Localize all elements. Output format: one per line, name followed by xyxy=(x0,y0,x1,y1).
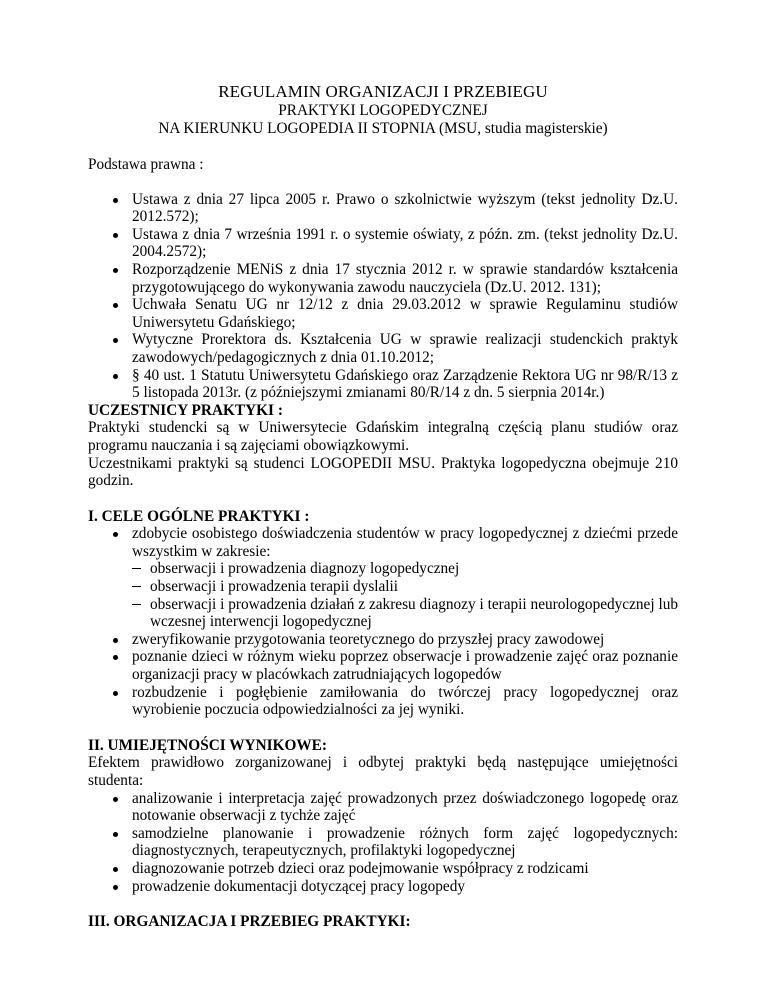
list-item: Wytyczne Prorektora ds. Kształcenia UG w sprawie realizacji studenckich praktyk zawodowych/pedagogicznych z dnia 01.10.2012; xyxy=(88,331,678,366)
list-item: analizowanie i interpretacja zajęć prowadzonych przez doświadczonego logopedę oraz notowanie obserwacji z tychże zajęć xyxy=(88,790,678,825)
list-item: zdobycie osobistego doświadczenia studentów w pracy logopedycznej z dziećmi przede wszystkim w zakresie: obserwacji i prowadzenia diagnozy logopedycznej obserwacji i prowadzenia terapii dyslalii obserwacji i prowadzenia działań z zakresu diagnozy i terapii neurologopedycznej lub wczesnej interwencji logopedycznej xyxy=(88,525,678,631)
goals-sublist xyxy=(132,560,678,630)
bullet-icon xyxy=(113,374,118,379)
skills-intro: Efektem prawidłowo zorganizowanej i odbytej praktyki będą następujące umiejętności studenta: xyxy=(88,754,678,789)
bullet-icon xyxy=(113,655,118,660)
bullet-icon xyxy=(113,885,118,890)
list-item: Rozporządzenie MENiS z dnia 17 stycznia 2012 r. w sprawie standardów kształcenia przygotowującego do wykonywania zawodu nauczyciela (Dz.U. 2012. 131); xyxy=(88,261,678,296)
sublist-item: obserwacji i prowadzenia terapii dyslalii xyxy=(132,578,678,596)
skills-heading: II. UMIEJĘTNOŚCI WYNIKOWE: xyxy=(88,736,327,754)
list-item: rozbudzenie i pogłębienie zamiłowania do twórczej pracy logopedycznej oraz wyrobienie poczucia odpowiedzialności za jej wyniki. xyxy=(88,684,678,719)
bullet-icon xyxy=(113,268,118,273)
list-item: diagnozowanie potrzeb dzieci oraz podejmowanie współpracy z rodzicami xyxy=(88,860,678,878)
dash-icon xyxy=(132,586,141,587)
participants-paragraph-2: Uczestnikami praktyki są studenci LOGOPEDII MSU. Praktyka logopedyczna obejmuje 210 godzin. xyxy=(88,454,678,490)
document-subtitle-2: NA KIERUNKU LOGOPEDIA II STOPNIA (MSU, studia magisterskie) xyxy=(158,120,608,137)
list-item: prowadzenie dokumentacji dotyczącej pracy logopedy xyxy=(88,878,678,896)
list-item: Ustawa z dnia 7 września 1991 r. o systemie oświaty, z późn. zm. (tekst jednolity Dz.U. 2004.2572); xyxy=(88,226,678,261)
bullet-icon xyxy=(113,638,118,643)
dash-icon xyxy=(132,604,141,605)
bullet-icon xyxy=(113,233,118,238)
list-item: poznanie dzieci w różnym wieku poprzez obserwacje i prowadzenie zajęć oraz poznanie organizacji pracy w placówkach zatrudniających logopedów xyxy=(88,648,678,683)
list-item: § 40 ust. 1 Statutu Uniwersytetu Gdańskiego oraz Zarządzenie Rektora UG nr 98/R/13 z 5 listopada 2013r. (z późniejszymi zmianami 80/R/14 z dn. 5 sierpnia 2014r.) xyxy=(88,367,678,402)
list-item: samodzielne planowanie i prowadzenie różnych form zajęć logopedycznych: diagnostycznych, terapeutycznych, profilaktyki logopedycznej xyxy=(88,825,678,860)
list-item: Ustawa z dnia 27 lipca 2005 r. Prawo o szkolnictwie wyższym (tekst jednolity Dz.U. 2012.572); xyxy=(88,191,678,226)
organization-heading: III. ORGANIZACJA I PRZEBIEG PRAKTYKI: xyxy=(88,913,411,931)
legal-basis-list xyxy=(88,191,678,402)
legal-basis-label: Podstawa prawna : xyxy=(88,156,204,173)
participants-heading: UCZESTNICY PRAKTYKI : xyxy=(88,401,283,419)
participants-paragraph-1: Praktyki studencki są w Uniwersytecie Gdańskim integralną częścią planu studiów oraz programu nauczania i są zajęciami obowiązkowymi. xyxy=(88,419,678,454)
dash-icon xyxy=(132,568,141,569)
bullet-icon xyxy=(113,867,118,872)
sublist-item: obserwacji i prowadzenia działań z zakresu diagnozy i terapii neurologopedycznej lub wczesnej interwencji logopedycznej xyxy=(132,596,678,631)
skills-list xyxy=(88,790,678,896)
list-item: zweryfikowanie przygotowania teoretycznego do przyszłej pracy zawodowej xyxy=(88,631,678,649)
list-item: Uchwała Senatu UG nr 12/12 z dnia 29.03.2012 w sprawie Regulaminu studiów Uniwersytetu Gdańskiego; xyxy=(88,296,678,331)
bullet-icon xyxy=(113,797,118,802)
bullet-icon xyxy=(113,832,118,837)
bullet-icon xyxy=(113,338,118,343)
bullet-icon xyxy=(113,303,118,308)
bullet-icon xyxy=(113,691,118,696)
goals-list xyxy=(88,525,678,719)
document-subtitle-1: PRAKTYKI LOGOPEDYCZNEJ xyxy=(278,102,488,119)
bullet-icon xyxy=(113,532,118,537)
title-block xyxy=(88,82,678,138)
goals-heading: I. CELE OGÓLNE PRAKTYKI : xyxy=(88,507,310,525)
bullet-icon xyxy=(113,198,118,203)
sublist-item: obserwacji i prowadzenia diagnozy logopedycznej xyxy=(132,560,678,578)
document-title: REGULAMIN ORGANIZACJI I PRZEBIEGU xyxy=(218,82,548,101)
